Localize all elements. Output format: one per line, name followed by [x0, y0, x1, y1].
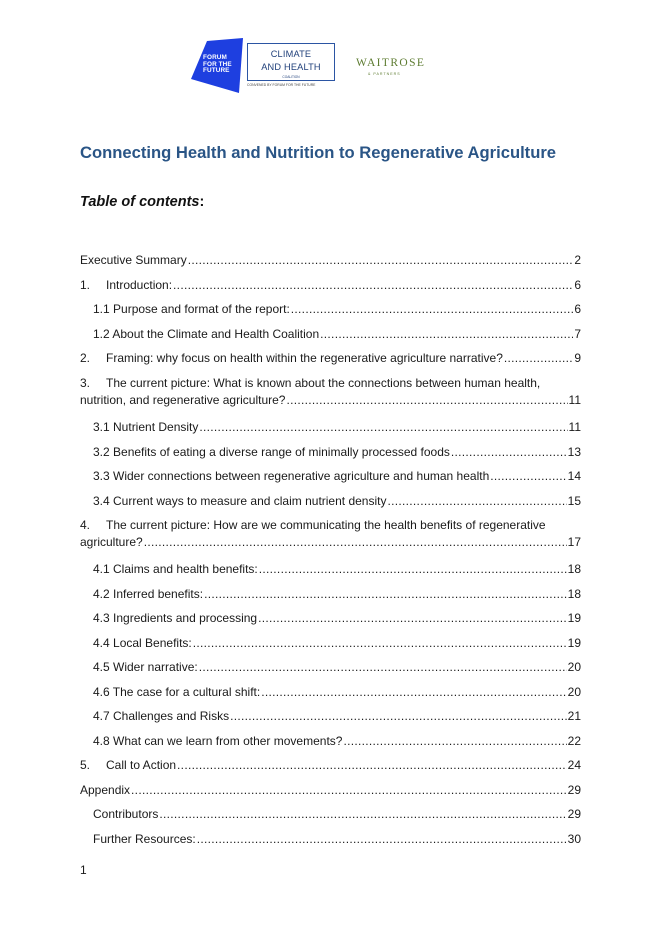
- toc-entry-call-to-action[interactable]: [80, 758, 581, 774]
- toc-label: 3.2 Benefits of eating a diverse range of minimally processed foods: [93, 445, 450, 459]
- toc-entry-current-picture-known[interactable]: [80, 376, 581, 410]
- toc-label: The current picture: What is known about the connections between human health,: [106, 376, 541, 390]
- toc-entry-4-3[interactable]: [93, 611, 581, 627]
- toc-leader: [199, 660, 567, 675]
- toc-page: 20: [567, 660, 581, 674]
- toc-number: 2.: [80, 351, 91, 365]
- toc-label: 3.3 Wider connections between regenerative agriculture and human health: [93, 469, 490, 483]
- toc-leader: [131, 783, 567, 798]
- toc-leader: [144, 535, 567, 550]
- toc-page: 6: [574, 278, 581, 292]
- toc-leader: [197, 832, 567, 847]
- toc-page: 20: [567, 685, 581, 699]
- toc-entry-4-8[interactable]: [93, 734, 581, 750]
- toc-entry-4-4[interactable]: [93, 636, 581, 652]
- toc-label: 4.7 Challenges and Risks: [93, 709, 230, 723]
- toc-page: 19: [567, 636, 581, 650]
- toc-label: 4.1 Claims and health benefits:: [93, 562, 258, 576]
- toc-page: 2: [574, 253, 581, 267]
- toc-leader: [261, 685, 566, 700]
- toc-entry-1-1[interactable]: [93, 302, 581, 318]
- toc-leader: [258, 611, 567, 626]
- toc-leader: [387, 494, 566, 509]
- toc-leader: [188, 253, 574, 268]
- toc-page: 29: [567, 807, 581, 821]
- waitrose-logo: WAITROSE: [356, 57, 426, 69]
- toc-entry-contributors[interactable]: [93, 807, 581, 823]
- toc-number: 5.: [80, 758, 91, 772]
- toc-entry-3-4[interactable]: [93, 494, 581, 510]
- toc-number: 3.: [80, 376, 91, 390]
- toc-page: 9: [574, 351, 581, 365]
- toc-entry-appendix[interactable]: [80, 783, 581, 799]
- toc-label: Executive Summary: [80, 253, 187, 267]
- toc-heading: [80, 194, 204, 210]
- toc-leader: [490, 469, 566, 484]
- toc-label-continued: agriculture?: [80, 535, 143, 549]
- waitrose-partners-text: & PARTNERS: [368, 72, 401, 76]
- toc-page: 29: [567, 783, 581, 797]
- toc-page: 7: [574, 327, 581, 341]
- toc-heading-colon: :: [199, 194, 205, 210]
- toc-page: 18: [567, 562, 581, 576]
- toc-label: Framing: why focus on health within the regenerative agriculture narrative?: [106, 351, 503, 365]
- toc-label: 3.1 Nutrient Density: [93, 420, 199, 434]
- fftf-line-2: FOR THE: [203, 60, 232, 68]
- toc-leader: [230, 709, 567, 724]
- toc-leader: [343, 734, 566, 749]
- toc-entry-4-5[interactable]: [93, 660, 581, 676]
- page-number: 1: [80, 863, 87, 877]
- toc-page: 11: [568, 420, 581, 434]
- toc-leader: [286, 393, 567, 408]
- toc-leader: [204, 587, 567, 602]
- toc-entry-further-resources[interactable]: [93, 832, 581, 848]
- toc-leader: [199, 420, 567, 435]
- toc-leader: [451, 445, 567, 460]
- toc-entry-4-7[interactable]: [93, 709, 581, 725]
- toc-page: 14: [567, 469, 581, 483]
- toc-page: 11: [568, 393, 581, 407]
- toc-label: Further Resources:: [93, 832, 196, 846]
- forum-for-the-future-logo: [191, 38, 245, 92]
- toc-entry-introduction[interactable]: [80, 278, 581, 294]
- toc-entry-4-6[interactable]: [93, 685, 581, 701]
- fftf-logo-text: [203, 55, 232, 75]
- toc-page: 22: [567, 734, 581, 748]
- toc-entry-3-1[interactable]: [93, 420, 581, 436]
- toc-page: 17: [567, 535, 581, 549]
- toc-label: 4.4 Local Benefits:: [93, 636, 192, 650]
- toc-label: 3.4 Current ways to measure and claim nutrient density: [93, 494, 387, 508]
- toc-label-continued: nutrition, and regenerative agriculture?: [80, 393, 286, 407]
- toc-page: 13: [567, 445, 581, 459]
- toc-number: 4.: [80, 518, 91, 532]
- chc-line-1: CLIMATE: [270, 49, 312, 59]
- toc-label: 4.6 The case for a cultural shift:: [93, 685, 261, 699]
- toc-page: 21: [567, 709, 581, 723]
- chc-subtitle: CONVENED BY FORUM FOR THE FUTURE: [247, 83, 316, 87]
- toc-leader: [173, 278, 573, 293]
- toc-label: Contributors: [93, 807, 159, 821]
- toc-entry-executive-summary[interactable]: [80, 253, 581, 269]
- chc-line-2: AND HEALTH: [261, 62, 321, 72]
- toc-leader: [177, 758, 567, 773]
- toc-label: 1.2 About the Climate and Health Coalition: [93, 327, 320, 341]
- toc-entry-4-1[interactable]: [93, 562, 581, 578]
- toc-label: 4.3 Ingredients and processing: [93, 611, 258, 625]
- toc-entry-1-2[interactable]: [93, 327, 581, 343]
- toc-entry-framing[interactable]: [80, 351, 581, 367]
- toc-leader: [291, 302, 574, 317]
- toc-label: Call to Action: [106, 758, 177, 772]
- toc-entry-3-3[interactable]: [93, 469, 581, 485]
- toc-page: 19: [567, 611, 581, 625]
- toc-entry-current-picture-communicating[interactable]: [80, 518, 581, 552]
- toc-leader: [259, 562, 567, 577]
- toc-label: 1.1 Purpose and format of the report:: [93, 302, 290, 316]
- climate-health-coalition-logo: [247, 43, 335, 81]
- partner-logos: [191, 36, 431, 96]
- fftf-line-1: FORUM: [203, 54, 227, 61]
- toc-label: The current picture: How are we communicating the health benefits of regenerative: [106, 518, 546, 532]
- toc-label: 4.2 Inferred benefits:: [93, 587, 204, 601]
- toc-leader: [159, 807, 566, 822]
- toc-page: 24: [567, 758, 581, 772]
- toc-label: Appendix: [80, 783, 131, 797]
- toc-page: 15: [567, 494, 581, 508]
- document-title: Connecting Health and Nutrition to Regenerative Agriculture: [80, 143, 557, 162]
- toc-label: 4.5 Wider narrative:: [93, 660, 198, 674]
- toc-label: 4.8 What can we learn from other movements?: [93, 734, 343, 748]
- toc-page: 30: [567, 832, 581, 846]
- fftf-line-3: FUTURE: [203, 67, 230, 75]
- toc-leader: [320, 327, 573, 342]
- toc-entry-4-2[interactable]: [93, 587, 581, 603]
- toc-entry-3-2[interactable]: [93, 445, 581, 461]
- toc-number: 1.: [80, 278, 91, 292]
- toc-leader: [193, 636, 567, 651]
- chc-line-3: COALITION: [282, 75, 300, 79]
- toc-leader: [504, 351, 573, 366]
- toc-heading-text: Table of contents: [80, 194, 200, 210]
- toc-page: 18: [567, 587, 581, 601]
- toc-page: 6: [574, 302, 581, 316]
- toc-label: Introduction:: [106, 278, 173, 292]
